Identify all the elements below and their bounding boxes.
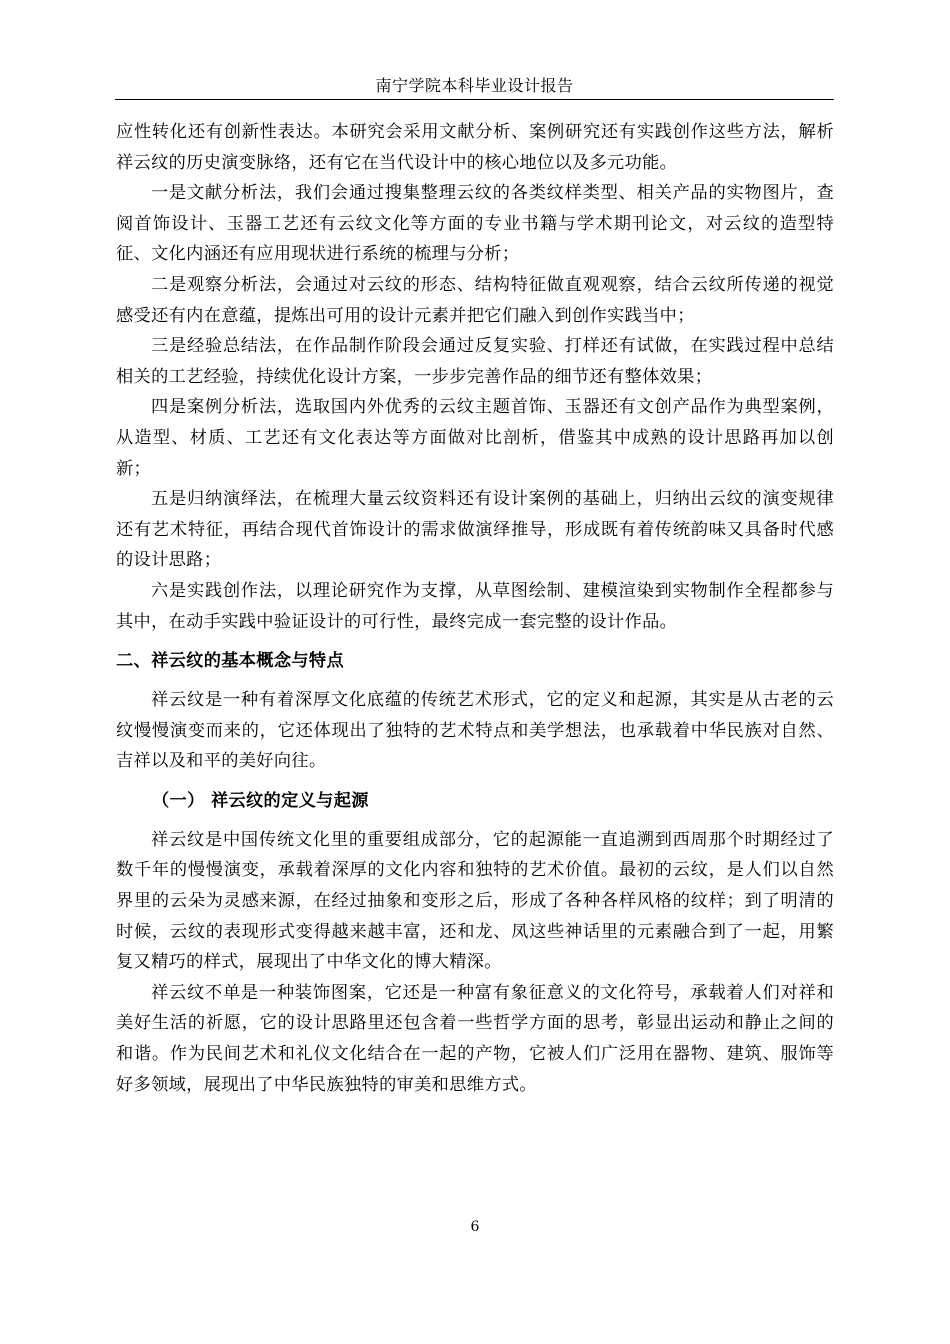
paragraph-method-experience: 三是经验总结法，在作品制作阶段会通过反复实验、打样还有试做，在实践过程中总结相关的工艺经验，持续优化设计方案，一步步完善作品的细节还有整体效果；	[116, 336, 834, 387]
document-body	[116, 117, 834, 1100]
subsection-heading: （一） 祥云纹的定义与起源	[152, 790, 369, 811]
paragraph-method-observation: 二是观察分析法，会通过对云纹的形态、结构特征做直观观察，结合云纹所传递的视觉感受还有内在意蕴，提炼出可用的设计元素并把它们融入到创作实践当中；	[116, 274, 834, 326]
paragraph-symbolism: 祥云纹不单是一种装饰图案，它还是一种富有象征意义的文化符号，承载着人们对祥和美好生活的祈愿，它的设计思路里还包含着一些哲学方面的思考，彰显出运动和静止之间的和谐。作为民间艺术和礼仪文化结合在一起的产物，它被人们广泛用在器物、建筑、服饰等好多领域，展现出了中华民族独特的审美和思维方式。	[116, 982, 834, 1095]
section-heading: 二、祥云纹的基本概念与特点	[116, 651, 344, 672]
paragraph-method-literature: 一是文献分析法，我们会通过搜集整理云纹的各类纹样类型、相关产品的实物图片，查阅首饰设计、玉器工艺还有云纹文化等方面的专业书籍与学术期刊论文，对云纹的造型特征、文化内涵还有应用现状进行系统的梳理与分析；	[116, 183, 834, 265]
paragraph-method-practice: 六是实践创作法，以理论研究作为支撑，从草图绘制、建模渲染到实物制作全程都参与其中，在动手实践中验证设计的可行性，最终完成一套完整的设计作品。	[116, 580, 834, 632]
header-divider	[115, 99, 834, 100]
paragraph-origin: 祥云纹是中国传统文化里的重要组成部分，它的起源能一直追溯到西周那个时期经过了数千年的慢慢演变，承载着深厚的文化内容和独特的艺术价值。最初的云纹，是人们以自然界里的云朵为灵感来源，在经过抽象和变形之后，形成了各种各样风格的纹样；到了明清的时候，云纹的表现形式变得越来越丰富，还和龙、凤这些神话里的元素融合到了一起，用繁复又精巧的样式，展现出了中华文化的博大精深。	[116, 829, 834, 973]
paragraph-continuation: 应性转化还有创新性表达。本研究会采用文献分析、案例研究还有实践创作这些方法，解析祥云纹的历史演变脉络，还有它在当代设计中的核心地位以及多元功能。	[116, 122, 834, 173]
paragraph-method-case-study: 四是案例分析法，选取国内外优秀的云纹主题首饰、玉器还有文创产品作为典型案例，从造型、材质、工艺还有文化表达等方面做对比剖析，借鉴其中成熟的设计思路再加以创新；	[116, 397, 834, 479]
page-header-title: 南宁学院本科毕业设计报告	[375, 76, 574, 95]
paragraph-section-intro: 祥云纹是一种有着深厚文化底蕴的传统艺术形式，它的定义和起源，其实是从古老的云纹慢慢演变而来的，它还体现出了独特的艺术特点和美学想法，也承载着中华民族对自然、吉祥以及和平的美好向往。	[116, 690, 834, 772]
paragraph-method-induction: 五是归纳演绎法，在梳理大量云纹资料还有设计案例的基础上，归纳出云纹的演变规律还有艺术特征，再结合现代首饰设计的需求做演绎推导，形成既有着传统韵味又具备时代感的设计思路；	[116, 489, 834, 571]
page-number: 6	[470, 1219, 480, 1235]
